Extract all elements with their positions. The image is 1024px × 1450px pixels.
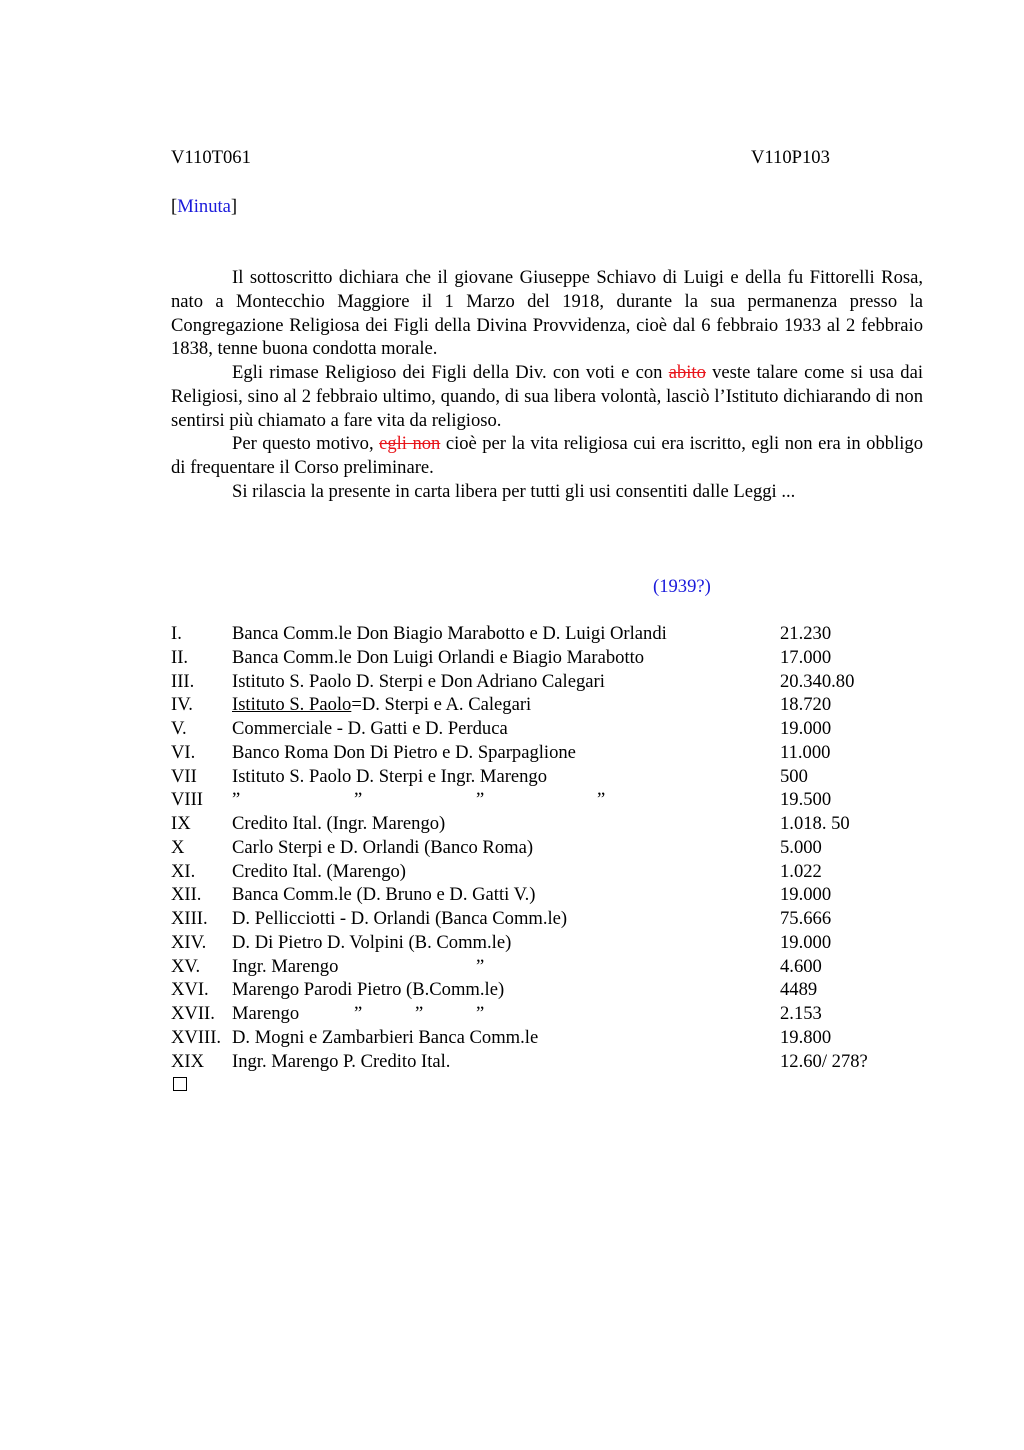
ledger-amount: 19.000 [780,932,832,953]
ledger-description: Istituto S. Paolo D. Sterpi e Don Adriano Calegari [232,671,605,692]
ledger-description: Commerciale - D. Gatti e D. Perduca [232,718,508,739]
ledger-amount: 17.000 [780,647,832,668]
ledger-row [171,812,931,836]
ledger-row [171,622,931,646]
ledger-description: Marengo Parodi Pietro (B.Comm.le) [232,979,505,1000]
ledger-row [171,978,931,1002]
ledger-amount: 2.153 [780,1003,822,1024]
ledger-row [171,1050,931,1074]
ledger-description: Banca Comm.le (D. Bruno e D. Gatti V.) [232,884,536,905]
ledger-number: XVIII. [171,1027,222,1048]
paragraph-religious-status [171,361,923,432]
ledger-number: XV. [171,956,201,977]
ledger-amount: 19.800 [780,1027,832,1048]
ledger-description: D. Di Pietro D. Volpini (B. Comm.le) [232,932,512,953]
ledger-number: IX [171,813,191,834]
ledger-row [171,836,931,860]
ledger-number: III. [171,671,195,692]
ledger-description: Banca Comm.le Don Luigi Orlandi e Biagio Marabotto [232,647,645,668]
ledger-number: XIII. [171,908,208,929]
ledger-amount: 19.000 [780,884,832,905]
bracket-close: ] [230,196,238,217]
paragraph-reason [171,432,923,480]
ledger-row [171,860,931,884]
document-code-left: V110T061 [171,147,251,168]
ledger-amount: 19.500 [780,789,832,810]
ledger-row [171,741,931,765]
ditto-mark: ” [232,789,241,810]
ledger-row [171,788,931,812]
ledger-description: Banca Comm.le Don Biagio Marabotto e D. Luigi Orlandi [232,623,667,644]
ditto-mark: ” [476,1003,485,1024]
ledger-description: Credito Ital. (Marengo) [232,861,406,882]
ledger-row [171,646,931,670]
ledger-number: I. [171,623,182,644]
p2-text-before: Egli rimase Religioso dei Figli della Div. con voti e con [232,362,669,383]
ledger-number: VII [171,766,197,787]
bracket-open: [ [171,196,178,217]
p3-text-before: Per questo motivo, [232,433,380,454]
ledger-number: V. [171,718,187,739]
ledger-amount: 21.230 [780,623,832,644]
ledger-description: Ingr. Marengo [232,956,339,977]
ledger-row [171,1002,931,1026]
ledger-amount: 12.60/ 278? [780,1051,868,1072]
ledger-description: Carlo Sterpi e D. Orlandi (Banco Roma) [232,837,534,858]
ledger-amount: 1.022 [780,861,822,882]
ditto-mark: ” [354,789,363,810]
ledger-description: Istituto S. Paolo D. Sterpi e Ingr. Marengo [232,766,548,787]
ledger-row [171,955,931,979]
ditto-mark: ” [476,789,485,810]
ledger-amount: 20.340.80 [780,671,855,692]
ledger-number: II. [171,647,189,668]
ledger-amount: 18.720 [780,694,832,715]
ledger-description: D. Mogni e Zambarbieri Banca Comm.le [232,1027,539,1048]
ledger-row [171,670,931,694]
ledger-amount: 11.000 [780,742,831,763]
ledger-row [171,717,931,741]
ledger-number: XI. [171,861,196,882]
ditto-mark: ” [476,956,485,977]
document-code-right: V110P103 [751,147,830,168]
minuta-text: Minuta [177,196,231,217]
ledger-row [171,907,931,931]
ledger-amount: 500 [780,766,808,787]
ledger-number: XII. [171,884,202,905]
ledger-number: XVI. [171,979,209,1000]
ledger-description: Credito Ital. (Ingr. Marengo) [232,813,446,834]
p3-text-after: cioè per la vita religiosa cui era iscritto, egli non era in obbligo di frequentare il Corso preliminare. [171,433,923,478]
deleted-word-abito: abito [668,362,706,383]
ledger-number: IV. [171,694,193,715]
ledger-description: Banco Roma Don Di Pietro e D. Sparpaglione [232,742,576,763]
ledger-amount: 1.018. 50 [780,813,850,834]
ledger-amount: 19.000 [780,718,832,739]
ledger-amount: 4489 [780,979,818,1000]
ditto-mark: ” [597,789,606,810]
ledger-description-rest: =D. Sterpi e A. Calegari [351,694,532,715]
date-note: (1939?) [653,576,711,597]
empty-checkbox-symbol [173,1077,187,1091]
ditto-mark: ” [354,1003,363,1024]
ledger-row [171,693,931,717]
ledger-row [171,1026,931,1050]
paragraph-closing: Si rilascia la presente in carta libera per tutti gli usi consentiti dalle Leggi ... [232,481,796,502]
ledger-description [232,693,531,717]
ledger-number: XVII. [171,1003,215,1024]
ledger-description: Ingr. Marengo P. Credito Ital. [232,1051,451,1072]
ledger-number: VIII [171,789,204,810]
ledger-description: Marengo [232,1003,300,1024]
ledger-amount: 4.600 [780,956,822,977]
ledger-number: XIV. [171,932,207,953]
ledger-number: VI. [171,742,196,763]
ledger-amount: 5.000 [780,837,822,858]
ditto-mark: ” [415,1003,424,1024]
ledger-amount: 75.666 [780,908,832,929]
deleted-words-egli-non: egli non [379,433,441,454]
p2-text-after: veste talare come si usa dai Religiosi, sino al 2 febbraio ultimo, quando, di sua libera volontà, lasciò l’Istituto dichiarando di non sentirsi più chiamato a fare vita da religioso. [171,362,924,431]
ledger-row [171,883,931,907]
minuta-label [171,195,237,219]
ledger-row [171,765,931,789]
underlined-institution: Istituto S. Paolo [232,694,352,715]
ledger-row [171,931,931,955]
ledger-description: D. Pellicciotti - D. Orlandi (Banca Comm.le) [232,908,568,929]
paragraph-declaration: Il sottoscritto dichiara che il giovane Giuseppe Schiavo di Luigi e della fu Fittorelli Rosa, nato a Montecchio Maggiore il 1 Marzo del 1918, durante la sua permanenza presso la Congregazione Religiosa dei Figli della Divina Provvidenza, cioè dal 6 febbraio 1933 al 2 febbraio 1838, tenne buona condotta morale. [171,267,923,360]
ledger-number: X [171,837,185,858]
ledger-number: XIX [171,1051,205,1072]
